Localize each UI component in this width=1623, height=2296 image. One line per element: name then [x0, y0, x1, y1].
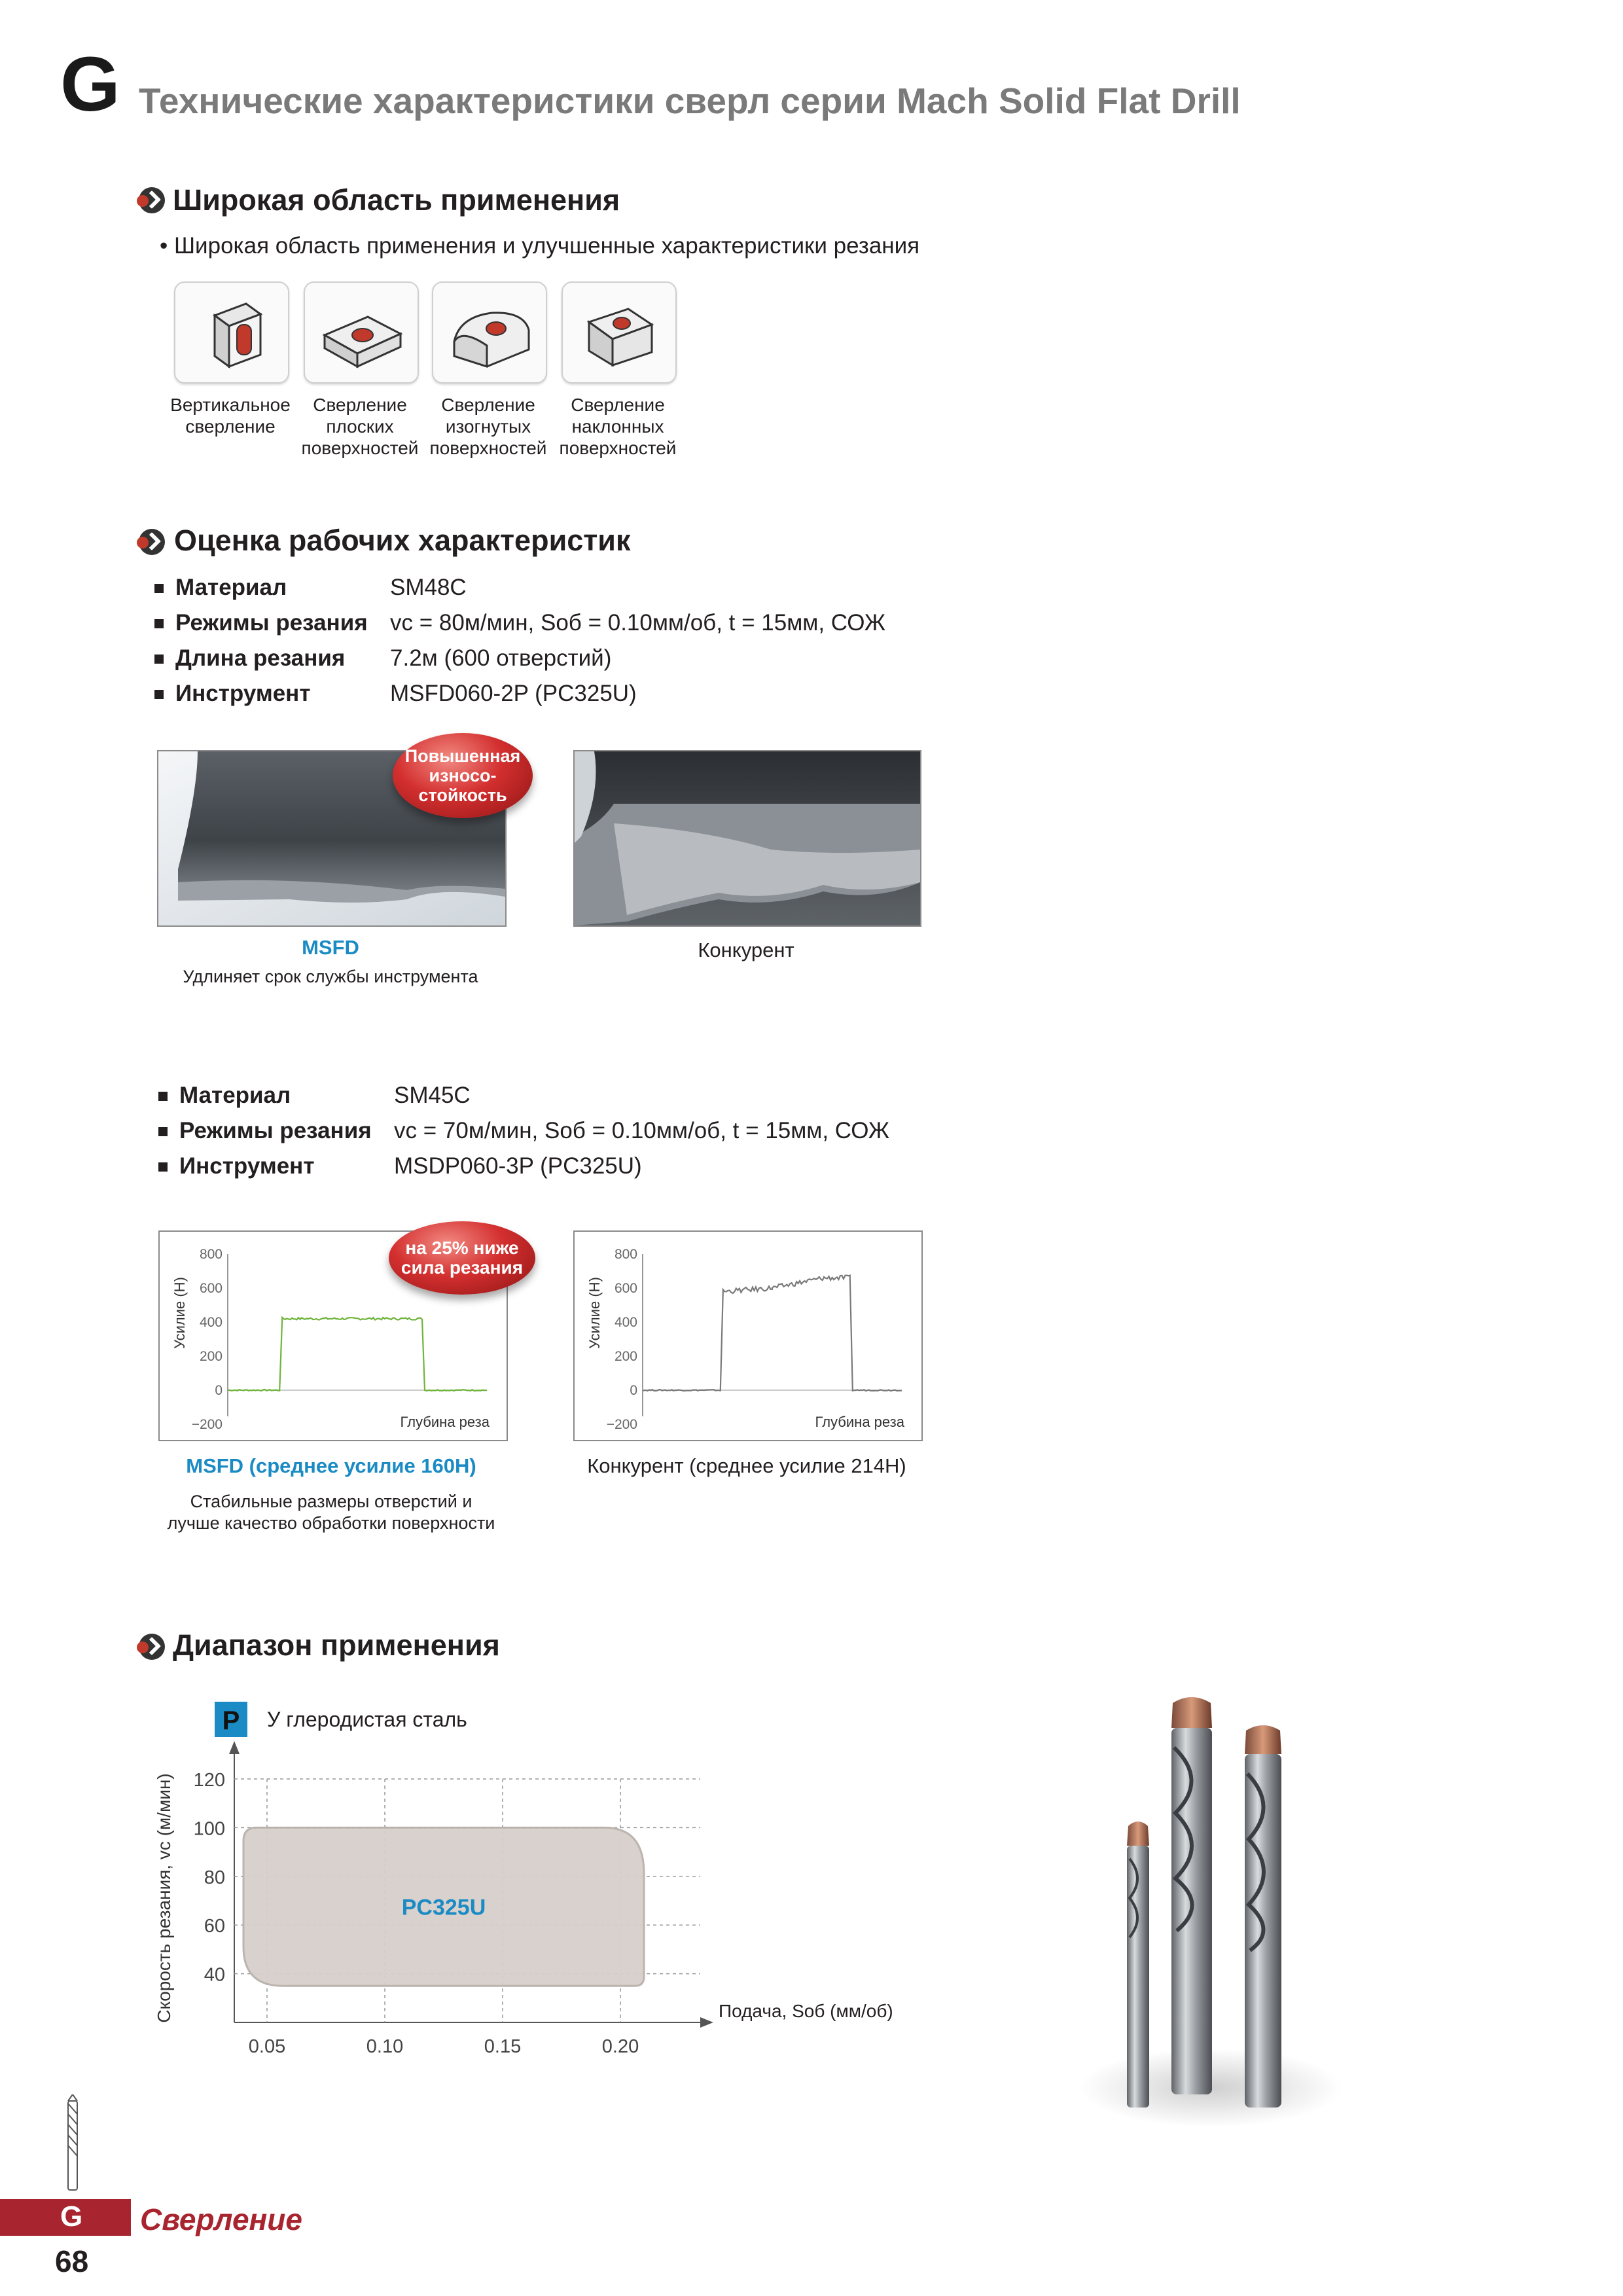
section-title-application: Широкая область применения	[173, 183, 620, 217]
competitor-wear-photo	[573, 750, 921, 927]
y-tick-label: 60	[204, 1916, 225, 1937]
icon-label-flat	[294, 394, 425, 459]
drill-side-icon	[65, 2094, 80, 2193]
y-tick-label: 200	[614, 1349, 637, 1364]
icon-label-line: наклонных	[571, 416, 664, 437]
y-tick-label: 600	[614, 1281, 637, 1296]
y-axis-arrow	[229, 1741, 240, 1754]
icon-label-line: поверхностей	[301, 438, 419, 458]
icon-label-line: Сверление	[571, 395, 665, 415]
flat-surface-drilling-icon	[304, 281, 419, 384]
spec-value: vc = 70м/мин, Sоб = 0.10мм/об, t = 15мм, СОЖ	[394, 1118, 890, 1143]
competitor-force-chart-svg	[575, 1232, 921, 1440]
y-tick-label: 800	[614, 1247, 637, 1262]
x-tick-label: 0.20	[601, 2036, 639, 2057]
y-axis-label: Усилие (Н)	[171, 1277, 188, 1349]
badge-line: износо-	[429, 766, 497, 785]
curved-surface-drilling-icon	[432, 281, 547, 384]
competitor-force-chart	[573, 1230, 923, 1441]
spec-value: vc = 80м/мин, Sоб = 0.10мм/об, t = 15мм, СОЖ	[390, 610, 886, 636]
y-tick-label: −200	[191, 1417, 223, 1432]
y-tick-label: 120	[193, 1770, 225, 1791]
spec-bullet	[158, 1092, 168, 1101]
y-tick-label: 0	[630, 1383, 637, 1398]
page-title: Технические характеристики сверл серии Mach Solid Flat Drill	[139, 81, 1241, 121]
icon-label-line: Сверление	[441, 395, 535, 415]
spec-label: Режимы резания	[179, 1118, 372, 1143]
msfd-force-caption: MSFD (среднее усилие 160Н)	[186, 1454, 476, 1477]
section-title-range: Диапазон применения	[173, 1628, 500, 1662]
spec-label: Инструмент	[175, 681, 311, 706]
spec-bullet	[154, 655, 164, 664]
application-range-label: PC325U	[401, 1895, 486, 1920]
icon-label-line: изогнутых	[445, 416, 531, 437]
spec-value: 7.2м (600 отверстий)	[390, 645, 612, 671]
spec-bullet	[158, 1162, 168, 1172]
spec-value: SM48C	[390, 575, 467, 600]
spec-bullet	[154, 584, 164, 593]
y-axis-label: Скорость резания, vc (м/мин)	[154, 1773, 174, 2023]
icon-label-vertical	[165, 394, 296, 437]
y-tick-label: 400	[199, 1315, 223, 1330]
y-tick-label: 100	[193, 1818, 225, 1840]
x-axis-label: Глубина реза	[815, 1414, 904, 1430]
spec-label: Режимы резания	[175, 610, 368, 636]
msfd-force-subcaption	[135, 1491, 527, 1534]
x-axis-label: Глубина реза	[400, 1414, 490, 1430]
spec-label: Материал	[175, 575, 287, 600]
competitor-caption: Конкурент	[698, 939, 794, 961]
page-number: 68	[55, 2244, 89, 2278]
section-title-performance: Оценка рабочих характеристик	[174, 524, 631, 557]
icon-label-line: Сверление	[313, 395, 407, 415]
spec-value: SM45C	[394, 1083, 471, 1108]
badge-line: стойкость	[418, 785, 507, 805]
y-tick-label: 400	[614, 1315, 637, 1330]
badge-line: Повышенная	[404, 746, 521, 766]
y-tick-label: −200	[606, 1417, 637, 1432]
cutting-force-badge	[389, 1221, 535, 1295]
spec-label: Материал	[179, 1083, 291, 1108]
x-axis-arrow	[700, 2017, 713, 2028]
material-group-letter: P	[222, 1706, 240, 1735]
application-range-chart-svg	[151, 1702, 942, 2094]
subcaption-line: Стабильные размеры отверстий и	[190, 1492, 473, 1511]
spec-value: MSFD060-2P (PC325U)	[390, 681, 637, 706]
spec-bullet	[154, 690, 164, 699]
footer-section-letter: G	[60, 2200, 83, 2233]
x-tick-label: 0.15	[484, 2036, 522, 2057]
section-letter: G	[60, 41, 120, 128]
y-tick-label: 0	[215, 1383, 223, 1398]
icon-label-line: Вертикальное	[170, 395, 291, 415]
wear-resistance-badge	[393, 733, 533, 818]
section-arrow-icon	[139, 529, 165, 555]
x-tick-label: 0.05	[248, 2036, 286, 2057]
drill-product-image	[1073, 1689, 1348, 2160]
application-range-chart	[151, 1702, 942, 2094]
icon-label-line: сверление	[185, 416, 276, 437]
y-tick-label: 80	[204, 1867, 225, 1888]
x-axis-label: Подача, Sоб (мм/об)	[719, 2001, 893, 2021]
spec-bullet	[154, 619, 164, 628]
msfd-subcaption: Удлиняет срок службы инструмента	[183, 967, 478, 986]
icon-label-line: поверхностей	[429, 438, 547, 458]
competitor-force-caption: Конкурент (среднее усилие 214Н)	[587, 1454, 906, 1477]
msfd-caption: MSFD	[302, 936, 359, 959]
footer-section-name: Сверление	[140, 2202, 302, 2236]
section-arrow-icon	[139, 187, 165, 213]
spec-label: Инструмент	[179, 1153, 315, 1179]
vertical-drilling-icon	[174, 281, 289, 384]
badge-line: сила резания	[401, 1257, 524, 1278]
badge-line: на 25% ниже	[405, 1238, 519, 1258]
y-tick-label: 200	[199, 1349, 223, 1364]
spec-label: Длина резания	[175, 645, 346, 671]
subcaption-line: лучше качество обработки поверхности	[167, 1513, 495, 1533]
application-bullet: • Широкая область применения и улучшенные характеристики резания	[160, 233, 920, 259]
icon-label-curved	[423, 394, 554, 459]
y-tick-label: 40	[204, 1964, 225, 1986]
y-axis-label: Усилие (Н)	[586, 1277, 603, 1349]
material-group-title: У глеродистая сталь	[267, 1708, 467, 1731]
icon-label-line: плоских	[326, 416, 394, 437]
icon-label-inclined	[552, 394, 683, 459]
y-tick-label: 800	[199, 1247, 223, 1262]
y-tick-label: 600	[199, 1281, 223, 1296]
section-arrow-icon	[139, 1634, 165, 1660]
spec-value: MSDP060-3P (PC325U)	[394, 1153, 642, 1179]
icon-label-line: поверхностей	[559, 438, 677, 458]
x-tick-label: 0.10	[366, 2036, 404, 2057]
inclined-surface-drilling-icon	[562, 281, 677, 384]
force-series-line	[228, 1318, 487, 1391]
force-series-line	[643, 1276, 902, 1391]
spec-bullet	[158, 1127, 168, 1136]
